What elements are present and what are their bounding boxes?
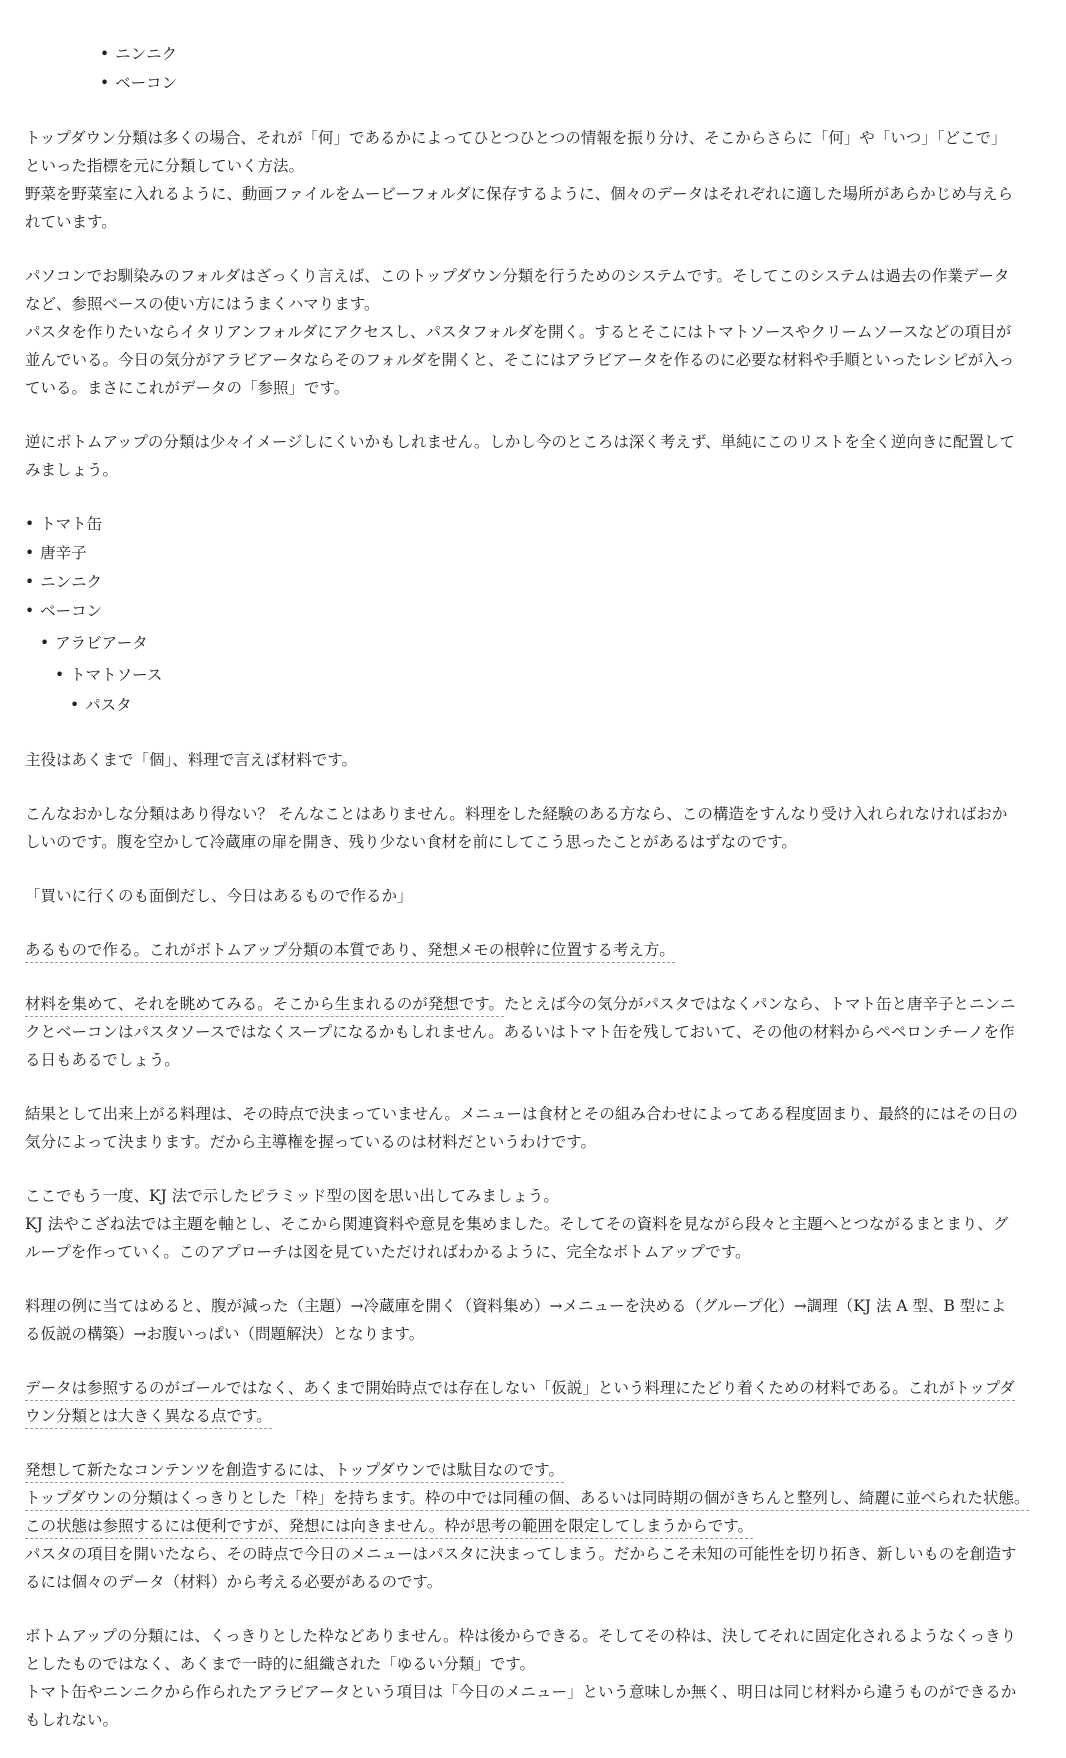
text-line: [25, 1374, 1047, 1402]
ingredient-list-top: [25, 40, 1047, 98]
text-line: クとベーコンはパスタソースではなくスープになるかもしれません。あるいはトマト缶を残しておいて、その他の材料からペペロンチーノを作: [25, 1023, 1015, 1041]
list-item-nested: • パスタ: [25, 690, 1047, 720]
paragraph-result: [25, 1100, 1047, 1156]
underlined-text: あるもので作る。これがボトムアップ分類の本質であり、発想メモの根幹に位置する考え方。: [25, 941, 675, 963]
text-line: ボトムアップの分類には、くっきりとした枠などありません。枠は後からできる。そしてその枠は、決してそれに固定化されるようなくっきり: [25, 1627, 1017, 1645]
paragraph-topdown-definition: [25, 124, 1047, 236]
paragraph-cooking-example: [25, 1292, 1047, 1348]
text-line: KJ 法やこざね法では主題を軸とし、そこから関連資料や意見を集めました。そしてその資料を見ながら段々と主題へとつながるまとまり、グ: [25, 1215, 1009, 1233]
text-line: もしれない。: [25, 1711, 119, 1729]
text-line: 並んでいる。今日の気分がアラビアータならそのフォルダを開くと、そこにはアラビアータを作るのに必要な材料や手順といったレシピが入っ: [25, 351, 1015, 369]
text-line: ループを作っていく。このアプローチは図を見ていただければわかるように、完全なボトムアップです。: [25, 1243, 751, 1261]
list-item: • トマト缶: [25, 510, 1047, 539]
text-line: れています。: [25, 213, 117, 231]
underlined-text: 発想して新たなコンテンツを創造するには、トップダウンでは駄目なのです。: [25, 1461, 564, 1483]
ingredient-list-bottomup: [25, 510, 1047, 720]
list-item: • ニンニク: [25, 568, 1047, 597]
text-line: といった指標を元に分類していく方法。: [25, 157, 305, 175]
text-line: 逆にボトムアップの分類は少々イメージしにくいかもしれません。しかし今のところは深く考えず、単純にこのリストを全く逆向きに配置して: [25, 433, 1015, 451]
paragraph-experience: [25, 800, 1047, 856]
text-line: パソコンでお馴染みのフォルダはざっくり言えば、このトップダウン分類を行うためのシステムです。そしてこのシステムは過去の作業データ: [25, 267, 1010, 285]
text-line: みましょう。: [25, 461, 119, 479]
text-line: る仮説の構築）→お腹いっぱい（問題解決）となります。: [25, 1325, 425, 1343]
list-item: • ベーコン: [25, 597, 1047, 626]
text-line: など、参照ベースの使い方にはうまくハマります。: [25, 295, 380, 313]
paragraph-loose-classification: [25, 1622, 1047, 1734]
text-line: [25, 1402, 1047, 1430]
text-line: [25, 1484, 1047, 1512]
paragraph-kj-method: [25, 1182, 1047, 1266]
text-line: るには個々のデータ（材料）から考える必要があるのです。: [25, 1573, 443, 1591]
quote: 「買いに行くのも面倒だし、今日はあるもので作るか」: [25, 887, 413, 905]
paragraph-creation: [25, 1456, 1047, 1596]
text-line: しいのです。腹を空かして冷蔵庫の扉を開き、残り少ない食材を前にしてこう思ったことがあるはずなのです。: [25, 833, 797, 851]
list-item-nested: • アラビアータ: [25, 626, 1047, 660]
text-line: る日もあるでしょう。: [25, 1051, 180, 1069]
text-line: 気分によって決まります。だから主導権を握っているのは材料だというわけです。: [25, 1133, 597, 1151]
text-line: トップダウン分類は多くの場合、それが「何」であるかによってひとつひとつの情報を振り分け、そこからさらに「何」や「いつ」「どこで」: [25, 129, 1007, 147]
text-line: 料理の例に当てはめると、腹が減った（主題）→冷蔵庫を開く（資料集め）→メニューを決める（グループ化）→調理（KJ 法 A 型、B 型によ: [25, 1297, 1007, 1315]
text-line: としたものではなく、あくまで一時的に組織された「ゆるい分類」です。: [25, 1655, 535, 1673]
text-span: たとえば今の気分がパスタではなくパンなら、トマト缶と唐辛子とニンニ: [503, 995, 1016, 1013]
paragraph-folder-system: [25, 262, 1047, 402]
text-line: トマト缶やニンニクから作られたアラビアータという項目は「今日のメニュー」という意味しか無く、明日は同じ材料から違うものができるか: [25, 1683, 1017, 1701]
text-line: パスタを作りたいならイタリアンフォルダにアクセスし、パスタフォルダを開く。するとそこにはトマトソースやクリームソースなどの項目が: [25, 323, 1012, 341]
text-line: パスタの項目を開いたなら、その時点で今日のメニューはパスタに決まってしまう。だからこそ未知の可能性を切り拓き、新しいものを創造す: [25, 1545, 1017, 1563]
text-line: ここでもう一度、KJ 法で示したピラミッド型の図を思い出してみましょう。: [25, 1187, 559, 1205]
text-line: ている。まさにこれがデータの「参照」です。: [25, 379, 350, 397]
article-body: [25, 40, 1047, 1734]
list-item-nested: • トマトソース: [25, 660, 1047, 690]
list-item: • ベーコン: [25, 69, 1047, 98]
text-line: 野菜を野菜室に入れるように、動画ファイルをムービーフォルダに保存するように、個々のデータはそれぞれに適した場所があらかじめ与えら: [25, 185, 1014, 203]
underlined-text: この状態は参照するには便利ですが、発想には向きません。枠が思考の範囲を限定してしまうからです。: [25, 1517, 753, 1539]
text-line: 結果として出来上がる料理は、その時点で決まっていません。メニューは食材とその組み合わせによってある程度固まり、最終的にはその日の: [25, 1105, 1018, 1123]
underlined-text: 材料を集めて、それを眺めてみる。そこから生まれるのが発想です。: [25, 995, 504, 1017]
list-item: • 唐辛子: [25, 539, 1047, 568]
paragraph-hypothesis: [25, 1374, 1047, 1430]
underlined-text: データは参照するのがゴールではなく、あくまで開始時点では存在しない「仮説」という料理にたどり着くための材料である。これがトップダ: [25, 1379, 1015, 1401]
paragraph-essence: [25, 936, 1047, 964]
underlined-text: トップダウンの分類はくっきりとした「枠」を持ちます。枠の中では同種の個、あるいは同時期の個がきちんと整列し、綺麗に並べられた状態。: [25, 1489, 1029, 1511]
text-line: [25, 990, 1047, 1018]
list-item: • ニンニク: [25, 40, 1047, 69]
text-line: [25, 1512, 1047, 1540]
paragraph-main-role: 主役はあくまで「個」、料理で言えば材料です。: [25, 751, 358, 769]
underlined-text: ウン分類とは大きく異なる点です。: [25, 1407, 272, 1429]
paragraph-bottomup-intro: [25, 428, 1047, 484]
text-line: [25, 1456, 1047, 1484]
text-line: こんなおかしな分類はあり得ない？ そんなことはありません。料理をした経験のある方なら、この構造をすんなり受け入れられなければおか: [25, 805, 1008, 823]
paragraph-ideas: [25, 990, 1047, 1074]
